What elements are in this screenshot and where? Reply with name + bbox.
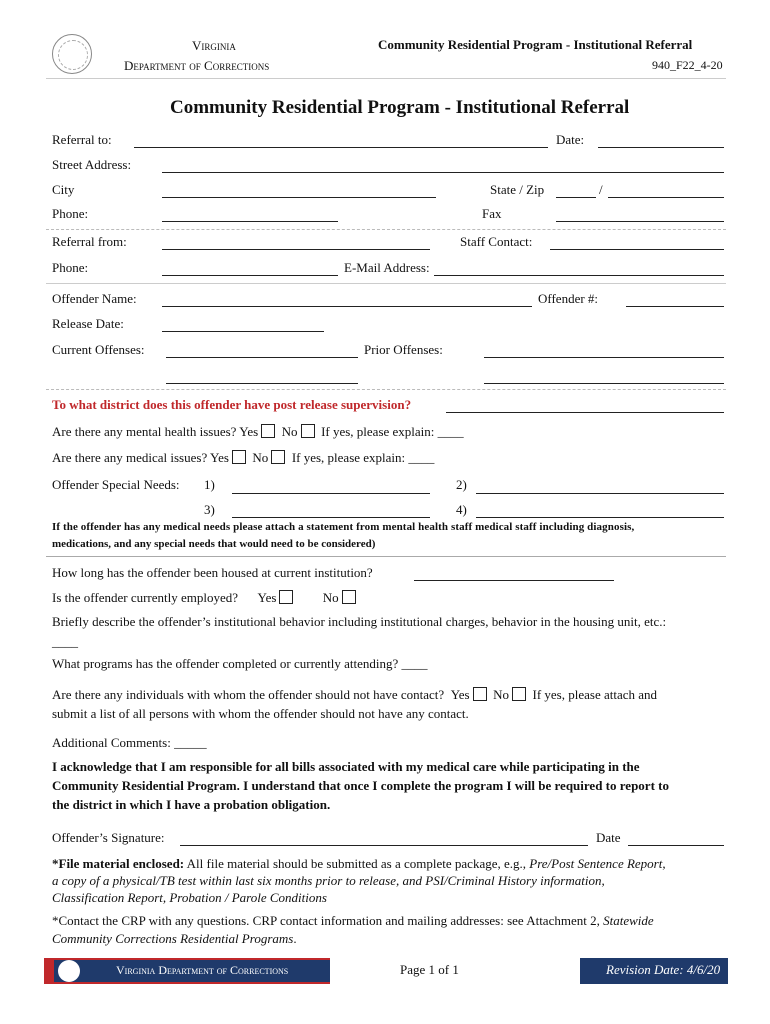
acknowledge-line3: the district in which I have a probation obligation. [52,797,331,812]
contact-note-line2-text: Community Corrections Residential Programs [52,931,294,946]
phone2-label: Phone: [52,260,89,275]
city-label: City [52,182,75,197]
contact-note-line1 [52,913,654,929]
no-label: No [252,450,269,465]
footer-dept: Virginia Department of Corrections [116,963,289,977]
no-contact-line2: submit a list of all persons with whom the offender should not have any contact. [52,706,469,721]
yes-label: Yes [210,450,229,465]
programs-question: What programs has the offender completed or currently attending? [52,656,399,671]
current-offenses-label: Current Offenses: [52,342,145,357]
employed-no-checkbox[interactable] [342,590,356,604]
contact-note-italic: Statewide [603,913,654,928]
need-1-label: 1) [204,477,215,492]
medical-yes-checkbox[interactable] [232,450,246,464]
divider [46,283,726,284]
header-divider [46,78,726,79]
if-yes-attach-label: If yes, please attach and [532,687,658,702]
need-3-field[interactable] [232,517,430,518]
vadoc-logo-icon [58,960,80,982]
no-label: No [493,687,509,702]
referral-from-field[interactable] [162,249,430,250]
divider [46,389,726,390]
no-contact-no-checkbox[interactable] [512,687,526,701]
city-field[interactable] [162,197,436,198]
dept-line2: Department of Corrections [124,58,270,73]
vadoc-seal-icon [52,34,92,74]
header-title: Community Residential Program - Institutional Referral [378,37,693,52]
offender-name-label: Offender Name: [52,291,137,306]
contact-note-text: *Contact the CRP with any questions. CRP contact information and mailing addresses: see Attachment 2, [52,913,604,928]
form-code: 940_F22_4-20 [652,58,723,72]
medical-note-line2: medications, and any special needs that would need to be considered) [52,538,376,550]
signature-label: Offender’s Signature: [52,830,165,845]
behavior-blank[interactable]: ____ [52,634,78,649]
medical-explain-blank[interactable]: ____ [408,450,435,465]
mental-health-yes-checkbox[interactable] [261,424,275,438]
slash: / [599,182,603,197]
email-label: E-Mail Address: [344,260,430,275]
need-4-label: 4) [456,502,467,517]
employed-question: Is the offender currently employed? [52,590,239,605]
employed-yes-checkbox[interactable] [279,590,293,604]
special-needs-label: Offender Special Needs: [52,477,180,492]
file-material-line1 [52,856,666,872]
if-yes-label: If yes, please explain: [291,450,406,465]
need-2-label: 2) [456,477,467,492]
file-material-line2: a copy of a physical/TB test within last six months prior to release, and PSI/Criminal History information, [52,873,605,888]
street-address-label: Street Address: [52,157,132,172]
contact-note-period: . [293,931,297,946]
prior-offenses-label: Prior Offenses: [364,342,443,357]
footer-revision: Revision Date: 4/6/20 [606,962,721,977]
phone-label: Phone: [52,206,89,221]
current-offenses-field[interactable] [166,357,358,358]
employed-row [52,590,356,606]
footer-page: Page 1 of 1 [400,962,459,977]
phone-field[interactable] [162,221,338,222]
mental-health-explain-blank[interactable]: ____ [437,424,464,439]
additional-row [52,735,207,751]
staff-contact-label: Staff Contact: [460,234,533,249]
date-label: Date: [556,132,585,147]
offender-num-field[interactable] [626,306,724,307]
phone2-field[interactable] [162,275,338,276]
file-material-line3: Classification Report, Probation / Parole Conditions [52,890,327,905]
signature-field[interactable] [180,845,588,846]
sig-date-label: Date [596,830,621,845]
divider [46,556,726,557]
contact-note-line2 [52,931,297,947]
yes-label: Yes [239,424,259,439]
referral-from-label: Referral from: [52,234,127,249]
state-field[interactable] [556,197,596,198]
need-1-field[interactable] [232,493,430,494]
fax-label: Fax [482,206,502,221]
additional-label: Additional Comments: [52,735,171,750]
need-3-label: 3) [204,502,215,517]
page-title: Community Residential Program - Institutional Referral [170,97,630,118]
footer [44,958,728,984]
mental-health-no-checkbox[interactable] [301,424,315,438]
yes-label: Yes [450,687,470,702]
no-contact-question: Are there any individuals with whom the offender should not have contact? [52,687,445,702]
mental-health-question: Are there any mental health issues? [52,424,237,439]
need-2-field[interactable] [476,493,724,494]
programs-row [52,656,428,672]
housed-field[interactable] [414,580,614,581]
release-date-field[interactable] [162,331,324,332]
current-offenses-field-2[interactable] [166,383,358,384]
if-yes-label: If yes, please explain: [321,424,435,439]
district-question: To what district does this offender have post release supervision? [52,397,412,412]
file-material-italic: Pre/Post Sentence Report, [529,856,666,871]
dept-line1: Virginia [192,38,236,53]
referral-to-field[interactable] [134,147,548,148]
acknowledge-line1: I acknowledge that I am responsible for all bills associated with my medical care while participating in the [52,759,640,774]
file-material-text: All file material should be submitted as a complete package, e.g., [184,856,530,871]
acknowledge-line2: Community Residential Program. I understand that once I complete the program I will be required to report to [52,778,669,793]
behavior-question: Briefly describe the offender’s institutional behavior including institutional charges, behavior in the housing unit, etc.: [52,614,667,629]
offender-num-label: Offender #: [538,291,599,306]
prior-offenses-field[interactable] [484,357,724,358]
medical-note-line1: If the offender has any medical needs please attach a statement from mental health staff medical staff including diagnosis, [52,521,635,533]
state-zip-label: State / Zip [490,182,545,197]
programs-blank[interactable]: ____ [401,656,428,671]
zip-field[interactable] [608,197,724,198]
no-contact-row [52,687,657,703]
offender-name-field[interactable] [162,306,532,307]
fax-field[interactable] [556,221,724,222]
no-label: No [281,424,298,439]
prior-offenses-field-2[interactable] [484,383,724,384]
divider [46,229,726,230]
email-field[interactable] [434,275,724,276]
staff-contact-field[interactable] [550,249,724,250]
additional-blank[interactable]: _____ [174,735,207,750]
need-4-field[interactable] [476,517,724,518]
housed-question: How long has the offender been housed at current institution? [52,565,373,580]
file-material-label: *File material enclosed: [52,856,185,871]
medical-row [52,450,434,466]
no-label: No [322,590,339,605]
yes-label: Yes [257,590,277,605]
referral-to-label: Referral to: [52,132,112,147]
sig-date-field[interactable] [628,845,724,846]
medical-question: Are there any medical issues? [52,450,208,465]
district-field[interactable] [446,412,724,413]
street-address-field[interactable] [162,172,724,173]
medical-no-checkbox[interactable] [271,450,285,464]
date-field[interactable] [598,147,724,148]
mental-health-row [52,424,464,440]
release-date-label: Release Date: [52,316,124,331]
no-contact-yes-checkbox[interactable] [473,687,487,701]
